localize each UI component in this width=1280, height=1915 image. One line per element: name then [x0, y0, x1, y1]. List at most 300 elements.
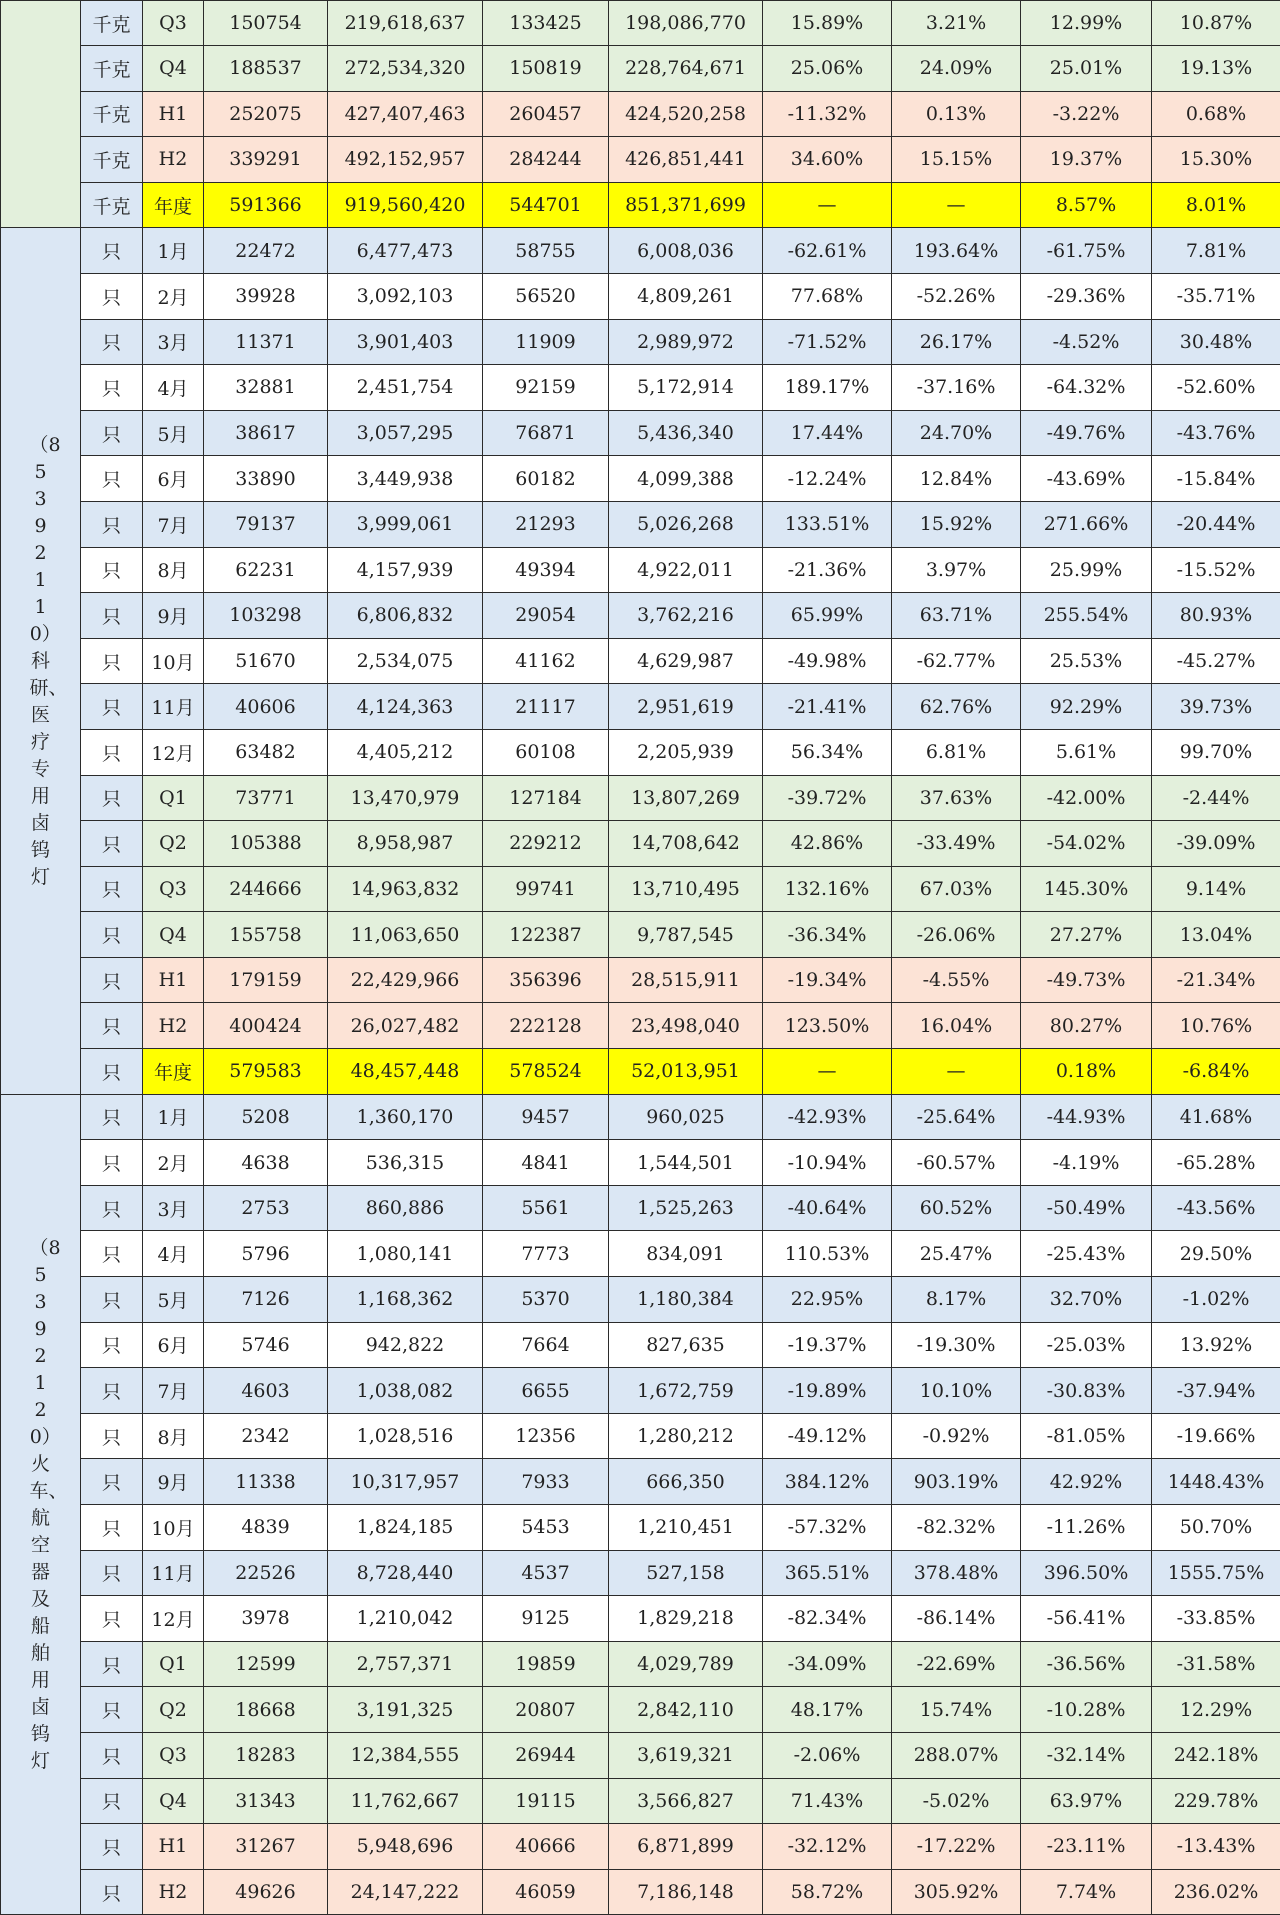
unit-cell: 只 — [81, 1413, 143, 1459]
table-row — [1, 729, 1280, 775]
quantity-cell: 155758 — [204, 912, 328, 958]
value-prev-cell: 4,922,011 — [609, 547, 763, 593]
value-cell: 12,384,555 — [328, 1732, 483, 1778]
table-row — [1, 821, 1280, 867]
quantity-cell: 4603 — [204, 1368, 328, 1414]
pct-cell: 0.68% — [1152, 91, 1280, 137]
quantity-prev-cell: 60108 — [483, 729, 609, 775]
period-cell: 11月 — [143, 684, 204, 730]
pct-cell: -6.84% — [1152, 1049, 1280, 1095]
value-prev-cell: 1,829,218 — [609, 1596, 763, 1642]
quantity-cell: 4839 — [204, 1505, 328, 1551]
quantity-prev-cell: 11909 — [483, 319, 609, 365]
unit-cell: 只 — [81, 1368, 143, 1414]
unit-cell: 只 — [81, 273, 143, 319]
pct-cell: 15.89% — [763, 1, 892, 46]
quantity-cell: 62231 — [204, 547, 328, 593]
value-cell: 1,028,516 — [328, 1413, 483, 1459]
pct-cell: -34.09% — [763, 1641, 892, 1687]
unit-cell: 只 — [81, 1641, 143, 1687]
quantity-cell: 400424 — [204, 1003, 328, 1049]
pct-cell: -32.12% — [763, 1824, 892, 1870]
value-cell: 11,762,667 — [328, 1778, 483, 1824]
pct-cell: 42.86% — [763, 821, 892, 867]
pct-cell: -49.76% — [1021, 410, 1152, 456]
pct-cell: -37.16% — [892, 365, 1021, 411]
quantity-cell: 33890 — [204, 456, 328, 502]
pct-cell: 67.03% — [892, 866, 1021, 912]
pct-cell: 288.07% — [892, 1732, 1021, 1778]
quantity-prev-cell: 21117 — [483, 684, 609, 730]
pct-cell: 15.15% — [892, 137, 1021, 183]
quantity-prev-cell: 20807 — [483, 1687, 609, 1733]
period-cell: 年度 — [143, 1049, 204, 1095]
period-cell: Q4 — [143, 1778, 204, 1824]
pct-cell: 58.72% — [763, 1869, 892, 1915]
quantity-cell: 31267 — [204, 1824, 328, 1870]
pct-cell: 26.17% — [892, 319, 1021, 365]
value-prev-cell: 2,989,972 — [609, 319, 763, 365]
pct-cell: 19.37% — [1021, 137, 1152, 183]
unit-cell: 只 — [81, 1185, 143, 1231]
pct-cell: -22.69% — [892, 1641, 1021, 1687]
quantity-cell: 51670 — [204, 638, 328, 684]
category-label — [1, 228, 81, 1094]
value-prev-cell: 13,807,269 — [609, 775, 763, 821]
value-prev-cell: 827,635 — [609, 1322, 763, 1368]
quantity-cell: 49626 — [204, 1869, 328, 1915]
value-prev-cell: 666,350 — [609, 1459, 763, 1505]
quantity-cell: 150754 — [204, 1, 328, 46]
pct-cell: 39.73% — [1152, 684, 1280, 730]
pct-cell: 41.68% — [1152, 1094, 1280, 1140]
pct-cell: -50.49% — [1021, 1185, 1152, 1231]
pct-cell: -52.26% — [892, 273, 1021, 319]
pct-cell: -86.14% — [892, 1596, 1021, 1642]
pct-cell: -19.89% — [763, 1368, 892, 1414]
pct-cell: -44.93% — [1021, 1094, 1152, 1140]
quantity-cell: 5746 — [204, 1322, 328, 1368]
value-cell: 860,886 — [328, 1185, 483, 1231]
value-cell: 272,534,320 — [328, 46, 483, 92]
quantity-cell: 40606 — [204, 684, 328, 730]
table-row — [1, 46, 1280, 92]
pct-cell: 62.76% — [892, 684, 1021, 730]
pct-cell: 80.93% — [1152, 593, 1280, 639]
period-cell: H1 — [143, 957, 204, 1003]
unit-cell: 只 — [81, 501, 143, 547]
value-prev-cell: 13,710,495 — [609, 866, 763, 912]
unit-cell: 只 — [81, 1140, 143, 1186]
pct-cell: -82.34% — [763, 1596, 892, 1642]
pct-cell: 236.02% — [1152, 1869, 1280, 1915]
value-cell: 919,560,420 — [328, 182, 483, 228]
pct-cell: 37.63% — [892, 775, 1021, 821]
value-cell: 6,477,473 — [328, 228, 483, 274]
pct-cell: 30.48% — [1152, 319, 1280, 365]
table-row — [1, 1, 1280, 46]
period-cell: Q4 — [143, 912, 204, 958]
value-prev-cell: 5,026,268 — [609, 501, 763, 547]
quantity-prev-cell: 284244 — [483, 137, 609, 183]
period-cell: Q1 — [143, 1641, 204, 1687]
unit-cell: 只 — [81, 319, 143, 365]
period-cell: Q2 — [143, 821, 204, 867]
period-cell: 1月 — [143, 228, 204, 274]
quantity-prev-cell: 544701 — [483, 182, 609, 228]
category-label-text: （85392110）科研、医疗专用卤钨灯 — [30, 432, 52, 891]
period-cell: 9月 — [143, 593, 204, 639]
pct-cell: -25.64% — [892, 1094, 1021, 1140]
value-prev-cell: 52,013,951 — [609, 1049, 763, 1095]
value-cell: 48,457,448 — [328, 1049, 483, 1095]
pct-cell: 6.81% — [892, 729, 1021, 775]
pct-cell: -13.43% — [1152, 1824, 1280, 1870]
pct-cell: 1448.43% — [1152, 1459, 1280, 1505]
pct-cell: 10.87% — [1152, 1, 1280, 46]
quantity-cell: 103298 — [204, 593, 328, 639]
pct-cell: 25.53% — [1021, 638, 1152, 684]
quantity-cell: 39928 — [204, 273, 328, 319]
quantity-cell: 252075 — [204, 91, 328, 137]
pct-cell: -32.14% — [1021, 1732, 1152, 1778]
table-row — [1, 137, 1280, 183]
period-cell: Q4 — [143, 46, 204, 92]
quantity-cell: 188537 — [204, 46, 328, 92]
pct-cell: 50.70% — [1152, 1505, 1280, 1551]
pct-cell: 13.04% — [1152, 912, 1280, 958]
pct-cell: 15.92% — [892, 501, 1021, 547]
quantity-prev-cell: 5370 — [483, 1277, 609, 1323]
pct-cell: 1555.75% — [1152, 1550, 1280, 1596]
table-body — [1, 1, 1280, 1915]
table-row — [1, 1231, 1280, 1277]
quantity-prev-cell: 26944 — [483, 1732, 609, 1778]
value-cell: 1,210,042 — [328, 1596, 483, 1642]
pct-cell: -11.26% — [1021, 1505, 1152, 1551]
quantity-cell: 2753 — [204, 1185, 328, 1231]
pct-cell: 8.17% — [892, 1277, 1021, 1323]
pct-cell: -2.44% — [1152, 775, 1280, 821]
value-cell: 2,451,754 — [328, 365, 483, 411]
unit-cell: 只 — [81, 957, 143, 1003]
unit-cell: 只 — [81, 1824, 143, 1870]
pct-cell: -49.98% — [763, 638, 892, 684]
pct-cell: 42.92% — [1021, 1459, 1152, 1505]
value-cell: 22,429,966 — [328, 957, 483, 1003]
quantity-cell: 4638 — [204, 1140, 328, 1186]
period-cell: H2 — [143, 137, 204, 183]
quantity-prev-cell: 260457 — [483, 91, 609, 137]
quantity-prev-cell: 60182 — [483, 456, 609, 502]
pct-cell: 10.76% — [1152, 1003, 1280, 1049]
period-cell: 2月 — [143, 273, 204, 319]
value-prev-cell: 7,186,148 — [609, 1869, 763, 1915]
value-cell: 4,124,363 — [328, 684, 483, 730]
period-cell: 8月 — [143, 547, 204, 593]
unit-cell: 千克 — [81, 1, 143, 46]
value-prev-cell: 424,520,258 — [609, 91, 763, 137]
pct-cell: 12.99% — [1021, 1, 1152, 46]
pct-cell: 133.51% — [763, 501, 892, 547]
pct-cell: -33.49% — [892, 821, 1021, 867]
value-prev-cell: 527,158 — [609, 1550, 763, 1596]
unit-cell: 只 — [81, 410, 143, 456]
period-cell: H1 — [143, 1824, 204, 1870]
quantity-prev-cell: 99741 — [483, 866, 609, 912]
value-prev-cell: 1,672,759 — [609, 1368, 763, 1414]
quantity-prev-cell: 6655 — [483, 1368, 609, 1414]
table-row — [1, 957, 1280, 1003]
quantity-prev-cell: 150819 — [483, 46, 609, 92]
quantity-prev-cell: 7664 — [483, 1322, 609, 1368]
quantity-prev-cell: 5561 — [483, 1185, 609, 1231]
pct-cell: -52.60% — [1152, 365, 1280, 411]
pct-cell: -49.12% — [763, 1413, 892, 1459]
value-prev-cell: 1,525,263 — [609, 1185, 763, 1231]
quantity-prev-cell: 19115 — [483, 1778, 609, 1824]
unit-cell: 只 — [81, 1596, 143, 1642]
pct-cell: — — [892, 182, 1021, 228]
unit-cell: 只 — [81, 1049, 143, 1095]
table-row — [1, 1003, 1280, 1049]
pct-cell: -21.41% — [763, 684, 892, 730]
pct-cell: -31.58% — [1152, 1641, 1280, 1687]
pct-cell: -36.56% — [1021, 1641, 1152, 1687]
pct-cell: -49.73% — [1021, 957, 1152, 1003]
pct-cell: 12.84% — [892, 456, 1021, 502]
quantity-cell: 73771 — [204, 775, 328, 821]
pct-cell: -57.32% — [763, 1505, 892, 1551]
table-row — [1, 866, 1280, 912]
unit-cell: 千克 — [81, 182, 143, 228]
pct-cell: -64.32% — [1021, 365, 1152, 411]
value-prev-cell: 851,371,699 — [609, 182, 763, 228]
value-prev-cell: 3,566,827 — [609, 1778, 763, 1824]
category-label-text: （85392120）火车、航空器及船舶用卤钨灯 — [30, 1235, 52, 1775]
value-cell: 1,824,185 — [328, 1505, 483, 1551]
quantity-prev-cell: 5453 — [483, 1505, 609, 1551]
unit-cell: 千克 — [81, 137, 143, 183]
table-row — [1, 1778, 1280, 1824]
value-cell: 492,152,957 — [328, 137, 483, 183]
pct-cell: 229.78% — [1152, 1778, 1280, 1824]
quantity-prev-cell: 9457 — [483, 1094, 609, 1140]
period-cell: 年度 — [143, 182, 204, 228]
pct-cell: 8.57% — [1021, 182, 1152, 228]
pct-cell: -29.36% — [1021, 273, 1152, 319]
unit-cell: 只 — [81, 1687, 143, 1733]
pct-cell: 5.61% — [1021, 729, 1152, 775]
pct-cell: 365.51% — [763, 1550, 892, 1596]
value-cell: 6,806,832 — [328, 593, 483, 639]
pct-cell: -62.77% — [892, 638, 1021, 684]
value-prev-cell: 2,205,939 — [609, 729, 763, 775]
quantity-cell: 31343 — [204, 1778, 328, 1824]
value-cell: 1,080,141 — [328, 1231, 483, 1277]
unit-cell: 只 — [81, 775, 143, 821]
value-cell: 5,948,696 — [328, 1824, 483, 1870]
unit-cell: 只 — [81, 1277, 143, 1323]
table-row — [1, 319, 1280, 365]
quantity-cell: 579583 — [204, 1049, 328, 1095]
period-cell: H1 — [143, 91, 204, 137]
value-prev-cell: 1,180,384 — [609, 1277, 763, 1323]
period-cell: 8月 — [143, 1413, 204, 1459]
pct-cell: 305.92% — [892, 1869, 1021, 1915]
quantity-prev-cell: 578524 — [483, 1049, 609, 1095]
table-row — [1, 365, 1280, 411]
table-row — [1, 912, 1280, 958]
unit-cell: 只 — [81, 1732, 143, 1778]
table-row — [1, 1185, 1280, 1231]
pct-cell: -42.00% — [1021, 775, 1152, 821]
table-row — [1, 547, 1280, 593]
period-cell: Q3 — [143, 1732, 204, 1778]
value-cell: 219,618,637 — [328, 1, 483, 46]
pct-cell: -25.03% — [1021, 1322, 1152, 1368]
period-cell: 3月 — [143, 1185, 204, 1231]
quantity-cell: 2342 — [204, 1413, 328, 1459]
pct-cell: 65.99% — [763, 593, 892, 639]
quantity-prev-cell: 58755 — [483, 228, 609, 274]
quantity-cell: 244666 — [204, 866, 328, 912]
quantity-prev-cell: 4537 — [483, 1550, 609, 1596]
pct-cell: 99.70% — [1152, 729, 1280, 775]
unit-cell: 只 — [81, 1778, 143, 1824]
table-row — [1, 410, 1280, 456]
quantity-prev-cell: 21293 — [483, 501, 609, 547]
value-cell: 14,963,832 — [328, 866, 483, 912]
pct-cell: -36.34% — [763, 912, 892, 958]
pct-cell: — — [763, 182, 892, 228]
pct-cell: 60.52% — [892, 1185, 1021, 1231]
quantity-prev-cell: 12356 — [483, 1413, 609, 1459]
quantity-prev-cell: 222128 — [483, 1003, 609, 1049]
pct-cell: 22.95% — [763, 1277, 892, 1323]
pct-cell: 189.17% — [763, 365, 892, 411]
value-cell: 4,157,939 — [328, 547, 483, 593]
pct-cell: 48.17% — [763, 1687, 892, 1733]
pct-cell: -19.66% — [1152, 1413, 1280, 1459]
pct-cell: -1.02% — [1152, 1277, 1280, 1323]
pct-cell: -71.52% — [763, 319, 892, 365]
pct-cell: -19.37% — [763, 1322, 892, 1368]
pct-cell: 80.27% — [1021, 1003, 1152, 1049]
quantity-cell: 11338 — [204, 1459, 328, 1505]
quantity-prev-cell: 122387 — [483, 912, 609, 958]
pct-cell: -43.69% — [1021, 456, 1152, 502]
value-prev-cell: 1,280,212 — [609, 1413, 763, 1459]
pct-cell: 56.34% — [763, 729, 892, 775]
pct-cell: 8.01% — [1152, 182, 1280, 228]
quantity-cell: 339291 — [204, 137, 328, 183]
table-row — [1, 273, 1280, 319]
quantity-cell: 7126 — [204, 1277, 328, 1323]
pct-cell: 145.30% — [1021, 866, 1152, 912]
pct-cell: -42.93% — [763, 1094, 892, 1140]
unit-cell: 只 — [81, 1550, 143, 1596]
unit-cell: 只 — [81, 456, 143, 502]
unit-cell: 只 — [81, 729, 143, 775]
value-cell: 10,317,957 — [328, 1459, 483, 1505]
period-cell: 3月 — [143, 319, 204, 365]
unit-cell: 只 — [81, 912, 143, 958]
table-row — [1, 228, 1280, 274]
period-cell: 5月 — [143, 1277, 204, 1323]
value-prev-cell: 2,842,110 — [609, 1687, 763, 1733]
pct-cell: -43.76% — [1152, 410, 1280, 456]
pct-cell: 27.27% — [1021, 912, 1152, 958]
value-prev-cell: 1,544,501 — [609, 1140, 763, 1186]
value-cell: 13,470,979 — [328, 775, 483, 821]
value-cell: 3,191,325 — [328, 1687, 483, 1733]
pct-cell: -5.02% — [892, 1778, 1021, 1824]
period-cell: Q2 — [143, 1687, 204, 1733]
pct-cell: -19.34% — [763, 957, 892, 1003]
period-cell: H2 — [143, 1869, 204, 1915]
pct-cell: 25.01% — [1021, 46, 1152, 92]
unit-cell: 只 — [81, 228, 143, 274]
pct-cell: 0.13% — [892, 91, 1021, 137]
pct-cell: 271.66% — [1021, 501, 1152, 547]
pct-cell: 0.18% — [1021, 1049, 1152, 1095]
pct-cell: 110.53% — [763, 1231, 892, 1277]
pct-cell: -21.36% — [763, 547, 892, 593]
pct-cell: -17.22% — [892, 1824, 1021, 1870]
quantity-prev-cell: 41162 — [483, 638, 609, 684]
quantity-cell: 63482 — [204, 729, 328, 775]
unit-cell: 千克 — [81, 46, 143, 92]
pct-cell: 132.16% — [763, 866, 892, 912]
pct-cell: -11.32% — [763, 91, 892, 137]
pct-cell: 193.64% — [892, 228, 1021, 274]
pct-cell: -54.02% — [1021, 821, 1152, 867]
quantity-prev-cell: 29054 — [483, 593, 609, 639]
value-prev-cell: 23,498,040 — [609, 1003, 763, 1049]
pct-cell: 396.50% — [1021, 1550, 1152, 1596]
quantity-prev-cell: 56520 — [483, 273, 609, 319]
pct-cell: -0.92% — [892, 1413, 1021, 1459]
unit-cell: 千克 — [81, 91, 143, 137]
period-cell: 4月 — [143, 365, 204, 411]
table-row — [1, 1550, 1280, 1596]
value-prev-cell: 4,099,388 — [609, 456, 763, 502]
period-cell: Q1 — [143, 775, 204, 821]
pct-cell: 34.60% — [763, 137, 892, 183]
unit-cell: 只 — [81, 365, 143, 411]
pct-cell: 77.68% — [763, 273, 892, 319]
pct-cell: -60.57% — [892, 1140, 1021, 1186]
quantity-cell: 179159 — [204, 957, 328, 1003]
pct-cell: -33.85% — [1152, 1596, 1280, 1642]
category-label — [1, 1094, 81, 1915]
unit-cell: 只 — [81, 1003, 143, 1049]
value-cell: 1,360,170 — [328, 1094, 483, 1140]
quantity-prev-cell: 19859 — [483, 1641, 609, 1687]
pct-cell: -20.44% — [1152, 501, 1280, 547]
pct-cell: -39.72% — [763, 775, 892, 821]
value-prev-cell: 228,764,671 — [609, 46, 763, 92]
pct-cell: 13.92% — [1152, 1322, 1280, 1368]
pct-cell: -15.52% — [1152, 547, 1280, 593]
value-cell: 536,315 — [328, 1140, 483, 1186]
unit-cell: 只 — [81, 821, 143, 867]
pct-cell: 10.10% — [892, 1368, 1021, 1414]
value-prev-cell: 6,008,036 — [609, 228, 763, 274]
value-cell: 3,999,061 — [328, 501, 483, 547]
pct-cell: -30.83% — [1021, 1368, 1152, 1414]
